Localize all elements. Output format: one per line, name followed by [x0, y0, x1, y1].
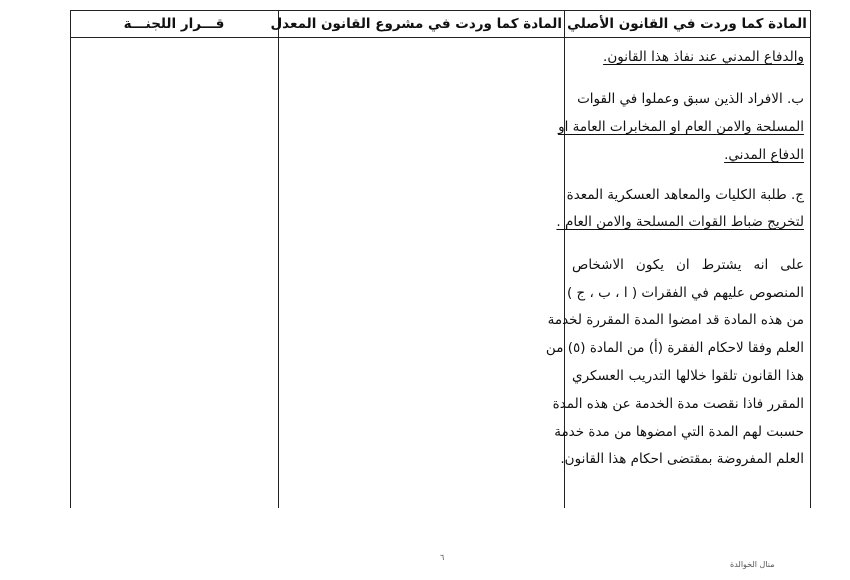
- text-line: والدفاع المدني عند نفاذ هذا القانون.: [603, 49, 804, 65]
- clause-c-line-1: ج. طلبة الكليات والمعاهد العسكرية المعدة: [566, 187, 804, 203]
- page-number: ٦: [440, 553, 445, 562]
- column-divider-1: [278, 10, 279, 508]
- proviso-line-3: من هذه المادة قد امضوا المدة المقررة لخدمة: [547, 312, 804, 328]
- proviso-line-4: العلم وفقا لاحكام الفقرة (أ) من المادة (٥) من: [545, 340, 804, 356]
- clause-b-line-3: الدفاع المدني.: [724, 147, 804, 163]
- typist-stamp: منال الخوالدة: [730, 560, 775, 569]
- clause-b-line-1: ب. الافراد الذين سبق وعملوا في القوات: [577, 91, 804, 107]
- table-top-border: [70, 10, 811, 11]
- header-original-law: المادة كما وردت في القانون الأصلي: [567, 16, 807, 32]
- header-amended-law: المادة كما وردت في مشروع القانون المعدل: [270, 16, 562, 32]
- clause-c-line-2: لتخريج ضباط القوات المسلحة والامن العام .: [556, 214, 804, 230]
- table-left-border: [70, 10, 71, 508]
- proviso-line-1: على انه يشترط ان يكون الاشخاص: [572, 257, 804, 273]
- proviso-line-6: المقرر فاذا نقصت مدة الخدمة عن هذه المدة: [552, 396, 804, 412]
- proviso-line-7: حسبت لهم المدة التي امضوها من مدة خدمة: [554, 424, 804, 440]
- clause-b-line-2: المسلحة والامن العام او المخابرات العامة او: [558, 119, 804, 135]
- proviso-line-2: المنصوص عليهم في الفقرات ( ا ، ب ، ج ): [566, 285, 804, 301]
- table-right-border: [810, 10, 811, 508]
- proviso-line-8: العلم المفروضة بمقتضى احكام هذا القانون.: [560, 451, 804, 467]
- original-law-text: [545, 38, 804, 508]
- proviso-line-5: هذا القانون تلقوا خلالها التدريب العسكري: [572, 368, 804, 384]
- header-committee-decision: قـــرار اللجنـــة: [123, 16, 225, 32]
